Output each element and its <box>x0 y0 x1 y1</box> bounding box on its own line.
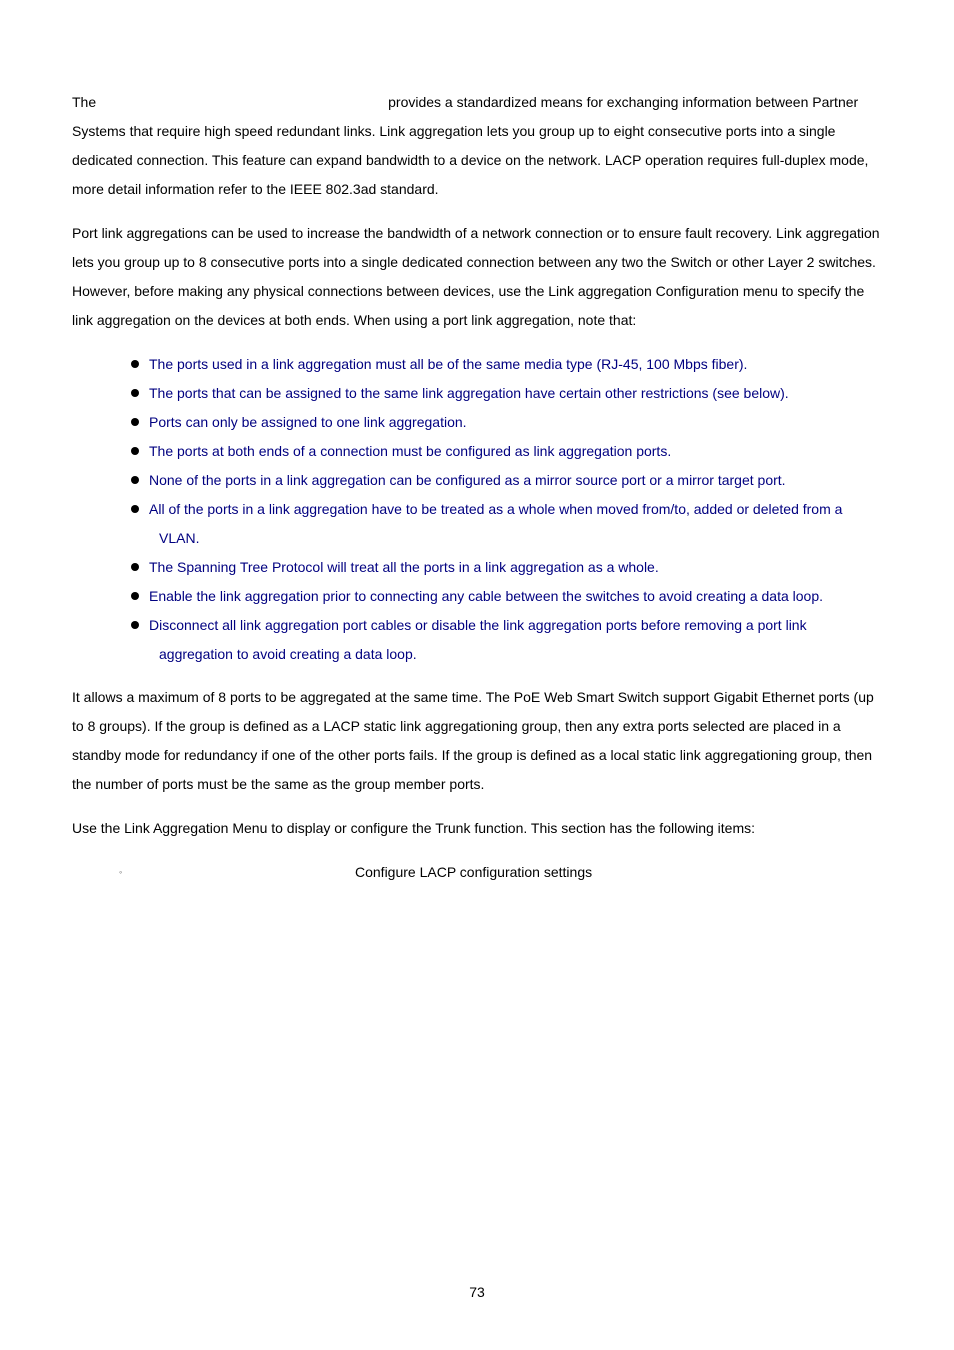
bullet-dot-icon <box>131 360 139 368</box>
list-item-text: Enable the link aggregation prior to connecting any cable between the switches to avoid creating a data loop. <box>149 588 823 604</box>
list-item-text: The ports that can be assigned to the same link aggregation have certain other restrictions (see below). <box>149 385 789 401</box>
list-item <box>72 495 888 553</box>
list-item <box>72 408 888 437</box>
bullet-dot-icon <box>131 621 139 629</box>
list-item-text: The Spanning Tree Protocol will treat all the ports in a link aggregation as a whole. <box>149 559 659 575</box>
menu-items-paragraph: Use the Link Aggregation Menu to display or configure the Trunk function. This section has the following items: <box>72 820 756 836</box>
list-item <box>72 466 888 495</box>
bullet-dot-icon <box>131 563 139 571</box>
list-item-text: The ports at both ends of a connection must be configured as link aggregation ports. <box>149 443 672 459</box>
list-item-text: All of the ports in a link aggregation have to be treated as a whole when moved from/to, added or deleted from a <box>149 501 843 517</box>
max-ports-paragraph: It allows a maximum of 8 ports to be aggregated at the same time. The PoE Web Smart Switch support Gigabit Ethernet ports (up to 8 groups). If the group is defined as a LACP static link aggregationing group, then any extra ports selected are placed in a standby mode for redundancy if one of the other ports fails. If the group is defined as a local static link aggregationing group, then the number of ports must be the same as the group member ports. <box>72 689 874 792</box>
list-item <box>72 611 888 669</box>
intro-paragraph <box>72 88 888 204</box>
bullet-dot-icon <box>131 505 139 513</box>
circle-bullet-icon: ◦ <box>119 867 123 877</box>
menu-item-description: Configure LACP configuration settings <box>355 864 593 880</box>
list-item <box>72 553 888 582</box>
bullet-dot-icon <box>131 389 139 397</box>
list-item <box>72 582 888 611</box>
list-item-text: Disconnect all link aggregation port cables or disable the link aggregation ports before removing a port link <box>149 617 807 633</box>
list-item-continuation: aggregation to avoid creating a data loop. <box>159 646 417 662</box>
list-item <box>72 437 888 466</box>
list-item <box>72 379 888 408</box>
intro-line1: provides a standardized means for exchanging information between Partner <box>388 94 859 110</box>
list-item-text: The ports used in a link aggregation must all be of the same media type (RJ-45, 100 Mbps fiber). <box>149 356 748 372</box>
bullet-dot-icon <box>131 418 139 426</box>
list-item-continuation: VLAN. <box>159 530 200 546</box>
list-item-text: Ports can only be assigned to one link aggregation. <box>149 414 467 430</box>
bullet-dot-icon <box>131 447 139 455</box>
menu-item-row <box>72 858 888 887</box>
restrictions-list <box>72 350 888 669</box>
intro-lead: The <box>72 94 97 110</box>
page-number: 73 <box>469 1284 485 1300</box>
list-item-text: None of the ports in a link aggregation can be configured as a mirror source port or a mirror target port. <box>149 472 786 488</box>
bullet-dot-icon <box>131 476 139 484</box>
menu-items-list <box>72 858 888 887</box>
link-aggregation-paragraph: Port link aggregations can be used to increase the bandwidth of a network connection or to ensure fault recovery. Link aggregation lets you group up to 8 consecutive ports into a single dedicated connection between any two the Switch or other Layer 2 switches. However, before making any physical connections between devices, use the Link aggregation Configuration menu to specify the link aggregation on the devices at both ends. When using a port link aggregation, note that: <box>72 225 880 328</box>
document-body <box>72 88 888 887</box>
bullet-dot-icon <box>131 592 139 600</box>
intro-rest: Systems that require high speed redundant links. Link aggregation lets you group up to eight consecutive ports into a single dedicated connection. This feature can expand bandwidth to a device on the network. LACP operation requires full-duplex mode, more detail information refer to the IEEE 802.3ad standard. <box>72 123 869 197</box>
list-item <box>72 350 888 379</box>
